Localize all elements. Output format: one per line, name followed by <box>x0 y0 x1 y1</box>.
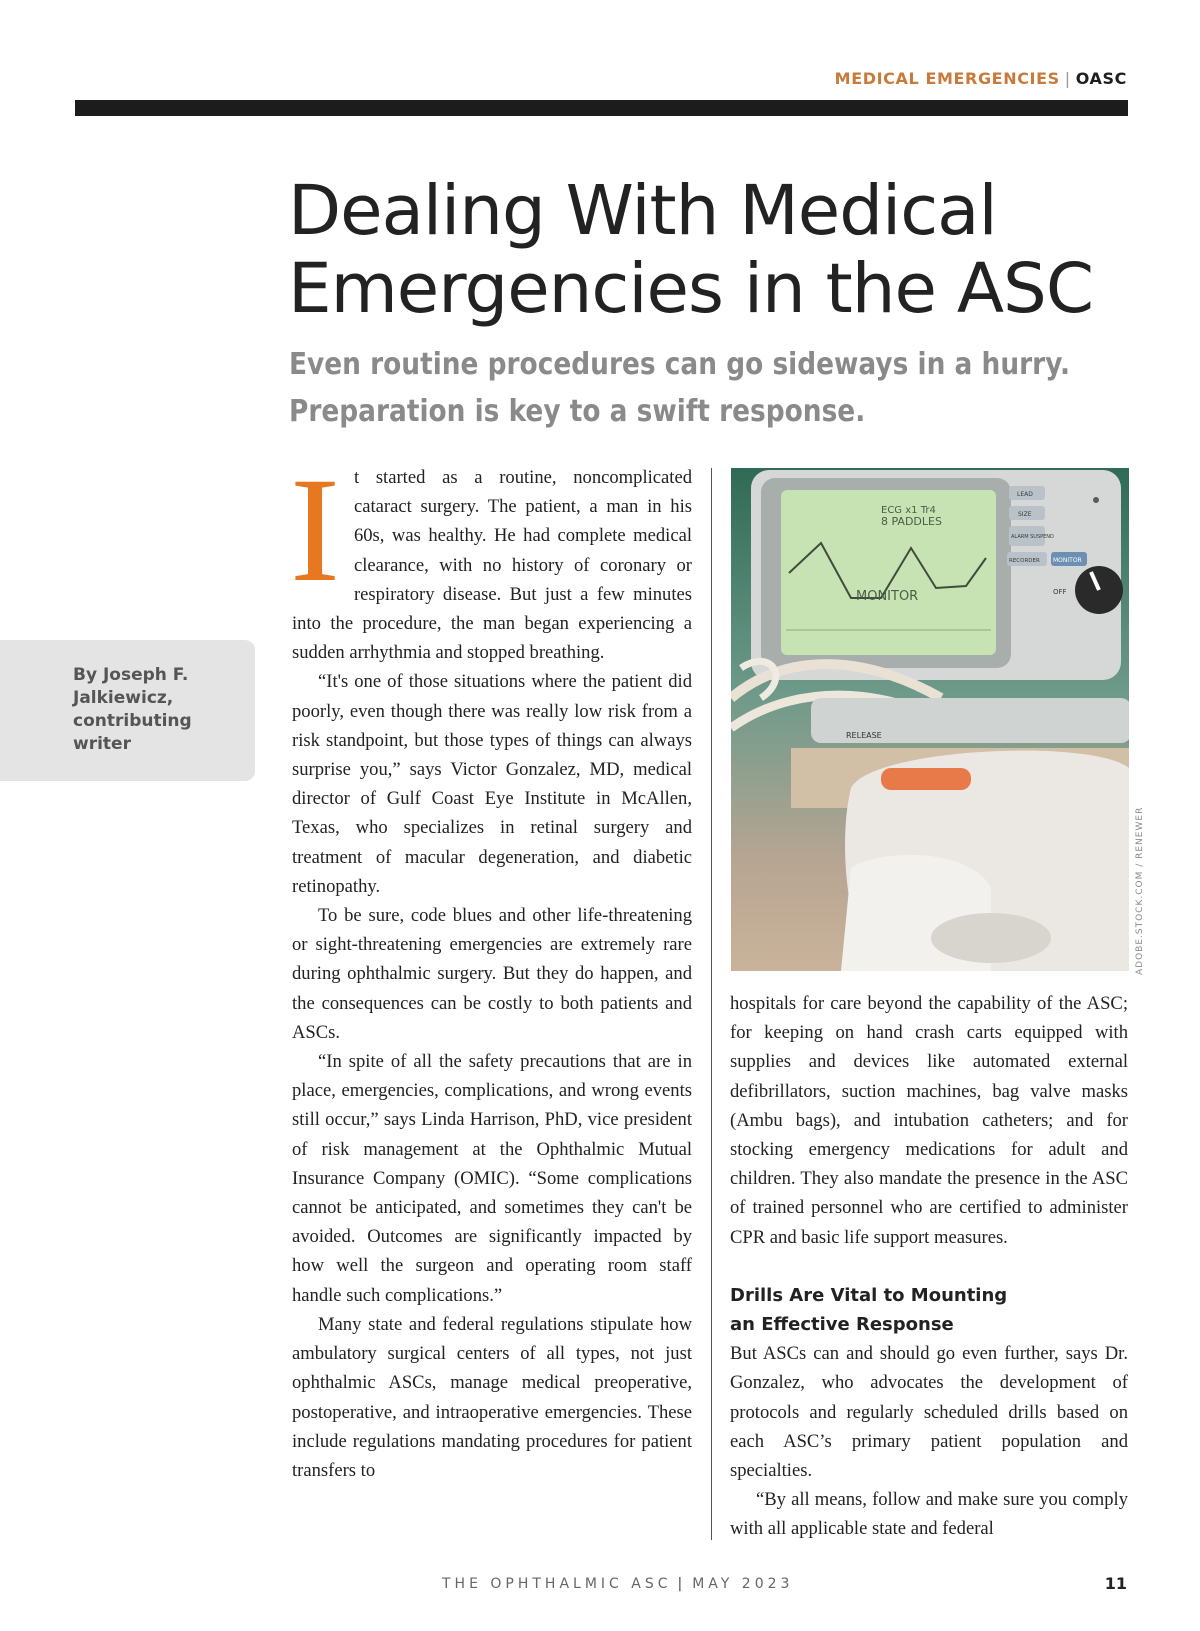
defibrillator-illustration <box>731 468 1129 971</box>
footer-separator: | <box>677 1576 687 1592</box>
monitor-mode-label: MONITOR <box>1053 557 1082 564</box>
footer-issue: MAY 2023 <box>692 1576 794 1592</box>
section-subhead <box>730 1281 1128 1339</box>
screen-monitor-label: MONITOR <box>856 589 919 604</box>
article-title <box>288 172 1148 328</box>
page-footer <box>442 1576 793 1592</box>
section-header <box>835 69 1127 88</box>
section-label: MEDICAL EMERGENCIES <box>834 69 1060 88</box>
right-column <box>730 989 1128 1544</box>
subhead-line-2: an Effective Response <box>730 1314 954 1336</box>
subhead-line-1: Drills Are Vital to Mounting <box>730 1284 1008 1306</box>
subtitle-line-1: Even routine procedures can go sideways in a hurry. <box>289 347 1071 382</box>
paragraph-1 <box>290 447 692 667</box>
paragraph-5-continued: hospitals for care beyond the capability of the ASC; for keeping on hand crash carts equipped with supplies and devices like automated external defibrillators, suction machines, bag valve masks (Ambu bags), and intubation catheters; and for stocking emergency medications for adult and children. They also mandate the presence in the ASC of trained personnel who are certified to administer CPR and basic life support measures. <box>730 993 1128 1248</box>
paragraph-3: To be sure, code blues and other life-threatening or sight-threatening emergencies are extremely rare during ophthalmic surgery. But they do happen, and the consequences can be costly to both patients and ASCs. <box>292 905 692 1043</box>
photo-credit: ADOBE.STOCK.COM / RENEWER <box>1135 806 1145 975</box>
paragraph-6: But ASCs can and should go even further, says Dr. Gonzalez, who advocates the development of protocols and regularly scheduled drills based on each ASC’s primary patient population and specialties. <box>730 1343 1128 1482</box>
subtitle-line-2: Preparation is key to a swift response. <box>289 394 866 429</box>
page-number: 11 <box>1104 1574 1127 1593</box>
byline-box <box>0 640 255 781</box>
screen-top-readout: ECG x1 Tr4 <box>881 505 936 516</box>
paragraph-1-text: t started as a routine, noncomplicated cataract surgery. The patient, a man in his 60s, was healthy. He had complete medical clearance, with no history of coronary or respiratory disease. But just a few minutes into the procedure, the man began experiencing a sudden arrhythmia and stopped breathing. <box>292 467 692 664</box>
left-column <box>290 447 692 1485</box>
defibrillator-photo <box>731 468 1129 971</box>
title-line-2: Emergencies in the ASC <box>288 249 1094 329</box>
off-label: OFF <box>1053 588 1067 596</box>
paddle-shadow <box>931 913 1051 963</box>
title-line-1: Dealing With Medical <box>288 171 997 251</box>
column-divider <box>711 468 712 1540</box>
recorder-button-label: RECORDER <box>1009 558 1040 564</box>
byline: By Joseph F. Jalkiewicz, contributing writer <box>73 665 192 754</box>
size-button-label: SIZE <box>1018 511 1032 518</box>
drop-cap: I <box>290 447 340 613</box>
article-subtitle <box>289 341 1071 435</box>
paragraph-5: Many state and federal regulations stipulate how ambulatory surgical centers of all types, not just ophthalmic ASCs, manage medical preoperative, postoperative, and intraoperative emergencies. These include regulations mandating procedures for patient transfers to <box>292 1313 692 1481</box>
status-led <box>1093 497 1099 503</box>
paragraph-7: “By all means, follow and make sure you comply with all applicable state and federal <box>730 1489 1128 1540</box>
footer-publication: THE OPHTHALMIC ASC <box>442 1576 672 1592</box>
paddle-shock-button <box>881 768 971 790</box>
top-rule <box>75 100 1128 116</box>
alarm-button-label: ALARM SUSPEND <box>1011 534 1054 540</box>
header-separator: | <box>1064 69 1071 88</box>
publication-tag: OASC <box>1075 69 1127 88</box>
screen-paddles-label: 8 PADDLES <box>881 515 942 528</box>
lead-button-label: LEAD <box>1017 491 1033 498</box>
paragraph-2: “It's one of those situations where the patient did poorly, even though there was really low risk from a risk standpoint, but those types of things can always surprise you,” says Victor Gonzalez, MD, medical director of Gulf Coast Eye Institute in McAllen, Texas, who specializes in retinal surgery and treatment of macular degeneration, and diabetic retinopathy. <box>292 671 692 897</box>
paragraph-4: “In spite of all the safety precautions that are in place, emergencies, complications, and wrong events still occur,” says Linda Harrison, PhD, vice president of risk management at the Ophthalmic Mutual Insurance Company (OMIC). “Some complications cannot be anticipated, and sometimes they can't be avoided. Outcomes are significantly impacted by how well the surgeon and operating room staff handle such complications.” <box>292 1051 692 1306</box>
release-label: RELEASE <box>846 731 882 740</box>
